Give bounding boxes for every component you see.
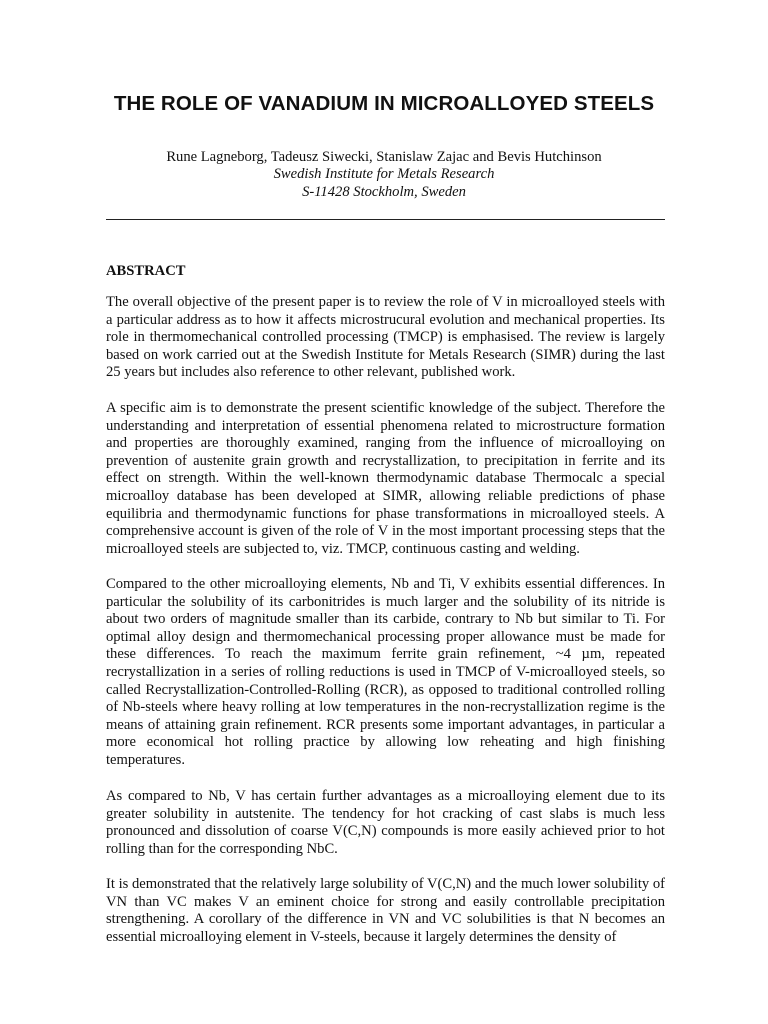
affiliation-institute: Swedish Institute for Metals Research: [273, 166, 495, 182]
abstract-heading: ABSTRACT: [106, 263, 186, 279]
author-list: Rune Lagneborg, Tadeusz Siwecki, Stanislaw Zajac and Bevis Hutchinson: [166, 149, 602, 165]
abstract-paragraph-4: As compared to Nb, V has certain further advantages as a microalloying element due to its greater solubility in autstenite. The tendency for hot cracking of cast slabs is much less pronounced and dissolution of coarse V(C,N) compounds is more easily achieved prior to hot rolling than for the corresponding NbC.: [106, 788, 665, 857]
paper-title: THE ROLE OF VANADIUM IN MICROALLOYED STEELS: [113, 92, 655, 115]
affiliation-address: S-11428 Stockholm, Sweden: [302, 184, 466, 200]
header-divider: [106, 219, 665, 220]
abstract-paragraph-5: It is demonstrated that the relatively large solubility of V(C,N) and the much lower solubility of VN than VC makes V an eminent choice for strong and easily controllable precipitation strengthening. A corollary of the difference in VN and VC solubilities is that N becomes an essential microalloying element in V-steels, because it largely determines the density of: [106, 876, 665, 945]
abstract-paragraph-2: A specific aim is to demonstrate the present scientific knowledge of the subject. Therefore the understanding and interpretation of essential phenomena related to microstructure formation and properties are thoroughly examined, ranging from the influence of microalloying on prevention of austenite grain growth and recrystallization, to precipitation in ferrite and its effect on strength. Within the well-known thermodynamic database Thermocalc a special microalloy database has been developed at SIMR, allowing reliable predictions of phase equilibria and thermodynamic functions for phase transformations in microalloyed steels. A comprehensive account is given of the role of V in the most important processing steps that the microalloyed steels are subjected to, viz. TMCP, continuous casting and welding.: [106, 400, 665, 557]
abstract-paragraph-3: Compared to the other microalloying elements, Nb and Ti, V exhibits essential differences. In particular the solubility of its carbonitrides is much larger and the solubility of its nitride is about two orders of magnitude smaller than its carbide, contrary to Nb but similar to Ti. For optimal alloy design and thermomechanical processing proper allowance must be made for these differences. To reach the maximum ferrite grain refinement, ~4 µm, repeated recrystallization in a series of rolling reductions is used in TMCP of V-microalloyed steels, so called Recrystallization-Controlled-Rolling (RCR), as opposed to traditional controlled rolling of Nb-steels where heavy rolling at low temperatures in the non-recrystallization regime is the means of attaining grain refinement. RCR presents some important advantages, in particular a more economical hot rolling practice by allowing low reheating and high finishing temperatures.: [106, 576, 665, 768]
abstract-paragraph-1: The overall objective of the present paper is to review the role of V in microalloyed steels with a particular address as to how it affects microstrucural evolution and mechanical properties. Its role in thermomechanical controlled processing (TMCP) is emphasised. The review is largely based on work carried out at the Swedish Institute for Metals Research (SIMR) during the last 25 years but includes also reference to other relevant, published work.: [106, 294, 665, 381]
